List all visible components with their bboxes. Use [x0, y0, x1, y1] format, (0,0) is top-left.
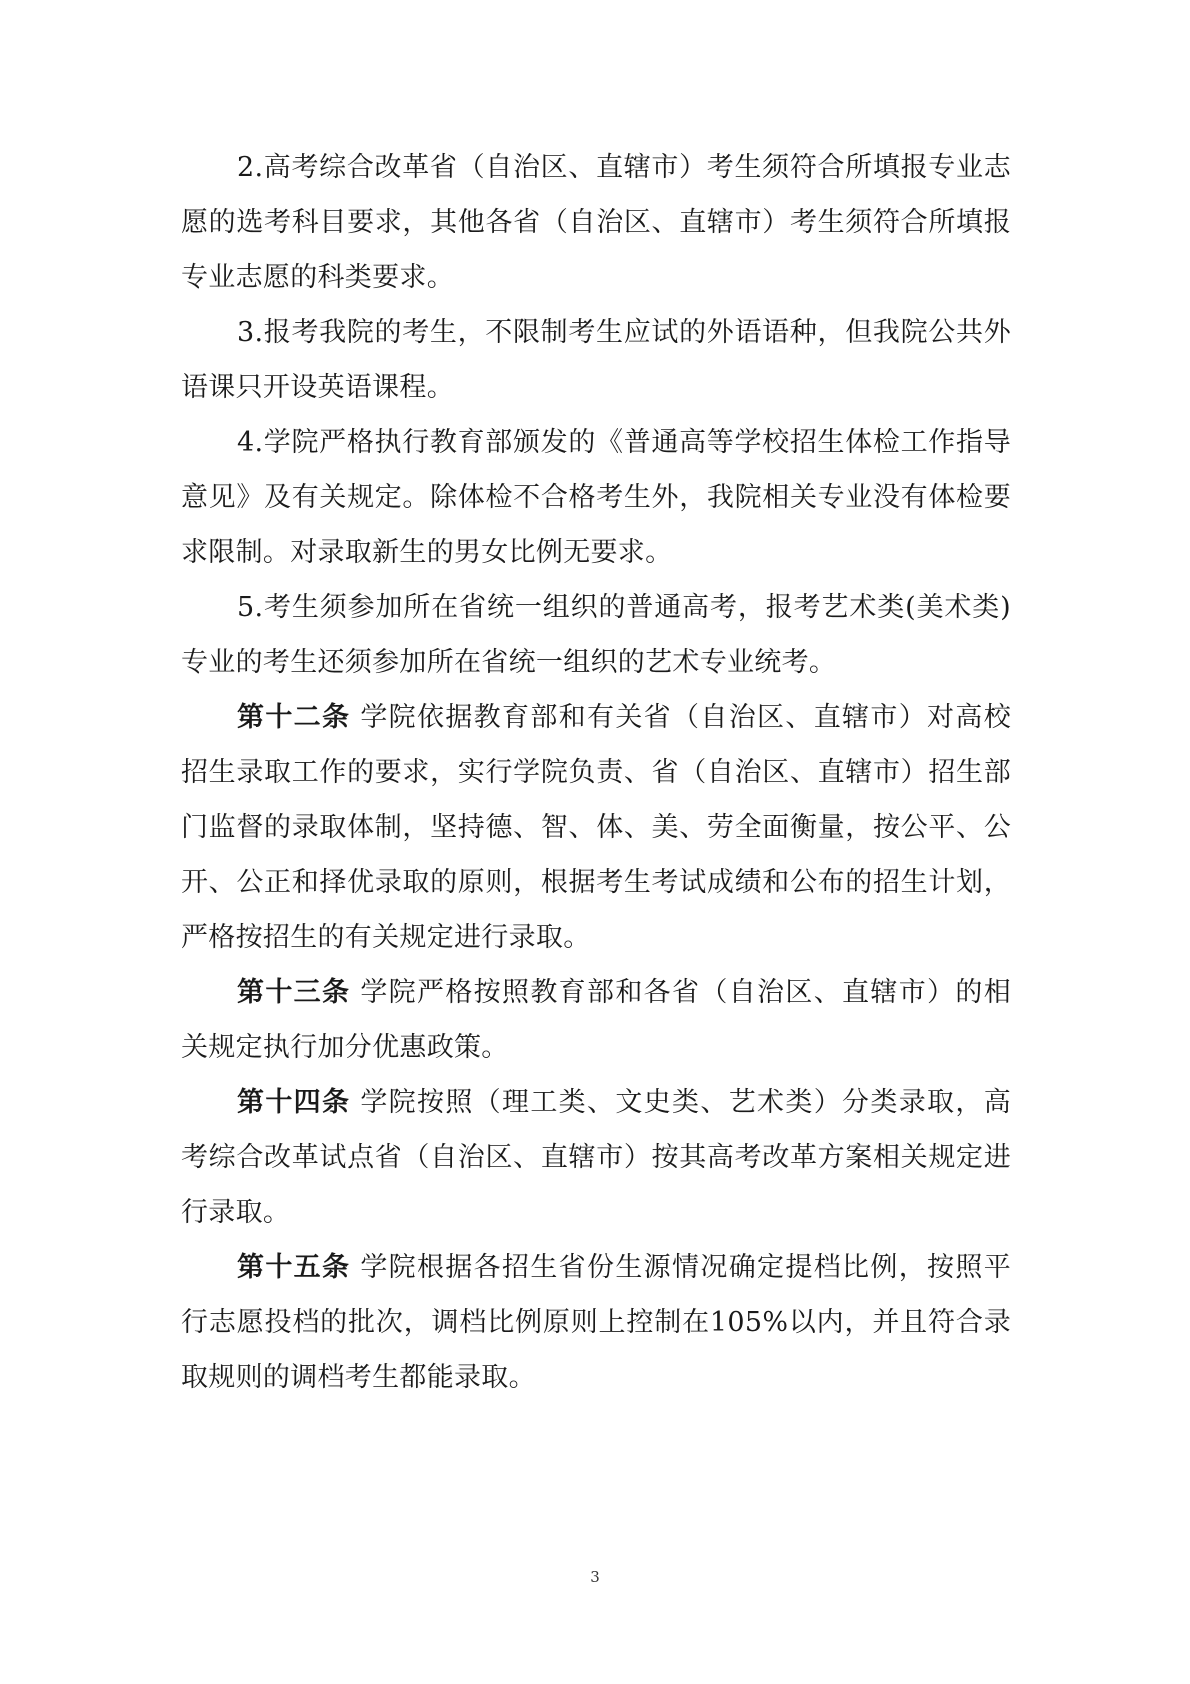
- article-heading: 第十三条: [237, 977, 351, 1008]
- paragraph-text: 5.考生须参加所在省统一组织的普通高考，报考艺术类(美术类)专业的考生还须参加所在省统一组织的艺术专业统考。: [181, 592, 1011, 678]
- article-15: [181, 1240, 1011, 1405]
- article-text: 学院根据各招生省份生源情况确定提档比例，按照平行志愿投档的批次，调档比例原则上控制在105%以内，并且符合录取规则的调档考生都能录取。: [181, 1252, 1011, 1393]
- paragraph-item-2: [181, 140, 1011, 305]
- paragraph-item-4: [181, 415, 1011, 580]
- article-text: 学院依据教育部和有关省（自治区、直辖市）对高校招生录取工作的要求，实行学院负责、省（自治区、直辖市）招生部门监督的录取体制，坚持德、智、体、美、劳全面衡量，按公平、公开、公正和择优录取的原则，根据考生考试成绩和公布的招生计划，严格按招生的有关规定进行录取。: [181, 702, 1011, 953]
- paragraph-item-3: [181, 305, 1011, 415]
- article-heading: 第十五条: [237, 1252, 351, 1283]
- article-heading: 第十四条: [237, 1087, 351, 1118]
- page-number: 3: [590, 1568, 600, 1586]
- article-text: 学院严格按照教育部和各省（自治区、直辖市）的相关规定执行加分优惠政策。: [181, 977, 1011, 1063]
- article-13: [181, 965, 1011, 1075]
- article-text: 学院按照（理工类、文史类、艺术类）分类录取，高考综合改革试点省（自治区、直辖市）按其高考改革方案相关规定进行录取。: [181, 1087, 1011, 1228]
- paragraph-text: 3.报考我院的考生，不限制考生应试的外语语种，但我院公共外语课只开设英语课程。: [181, 317, 1011, 403]
- article-14: [181, 1075, 1011, 1240]
- article-12: [181, 690, 1011, 965]
- article-heading: 第十二条: [237, 702, 351, 733]
- document-body: [181, 140, 1011, 1405]
- paragraph-text: 4.学院严格执行教育部颁发的《普通高等学校招生体检工作指导意见》及有关规定。除体检不合格考生外，我院相关专业没有体检要求限制。对录取新生的男女比例无要求。: [181, 427, 1011, 568]
- paragraph-item-5: [181, 580, 1011, 690]
- paragraph-text: 2.高考综合改革省（自治区、直辖市）考生须符合所填报专业志愿的选考科目要求，其他各省（自治区、直辖市）考生须符合所填报专业志愿的科类要求。: [181, 152, 1011, 293]
